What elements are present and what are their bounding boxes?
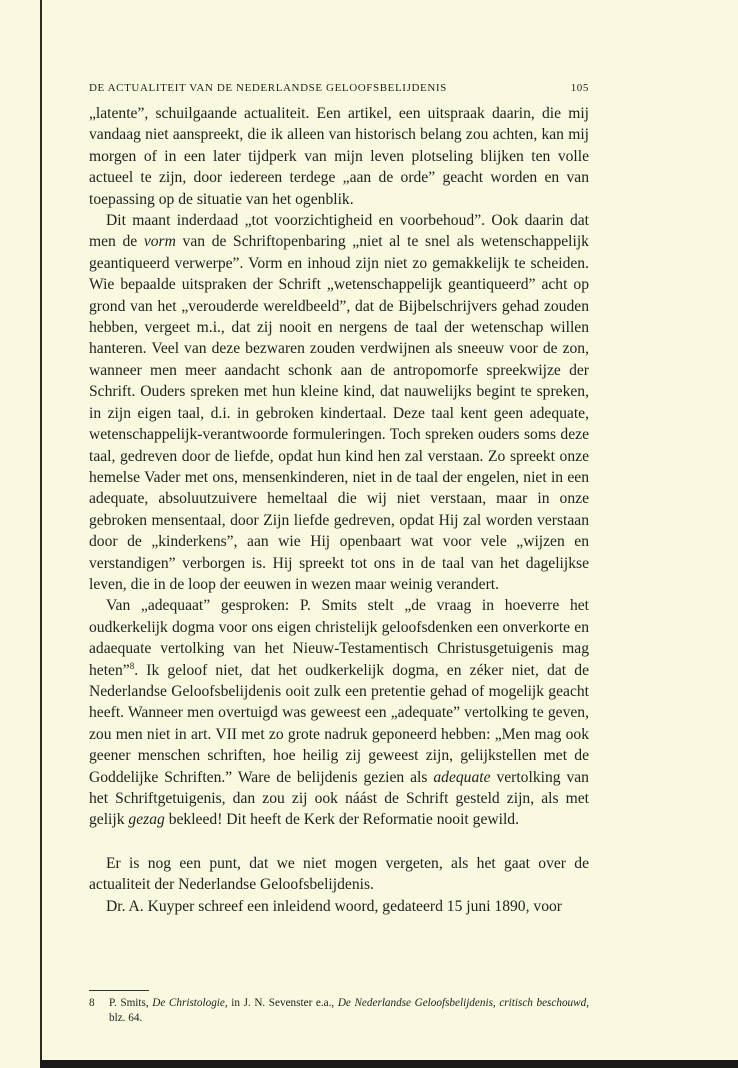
text-segment: , in J. N. Sevenster e.a.,	[224, 997, 338, 1010]
bottom-page-edge	[40, 1060, 738, 1068]
footnote-number: 8	[89, 997, 95, 1010]
italic-text: gezag	[128, 811, 165, 829]
footnote-reference[interactable]: 8	[129, 660, 135, 671]
italic-text: vorm	[143, 233, 176, 251]
text-segment: P. Smits,	[109, 997, 153, 1010]
italic-text: De Nederlandse Geloofsbelijdenis, critisch beschouwd	[337, 997, 587, 1010]
text-segment: bekleed! Dit heeft de Kerk der Reformatie nooit gewild.	[164, 811, 520, 829]
text-segment: . Ik geloof niet, dat het oudkerkelijk dogma, en zéker niet, dat de Nederlandse Geloofsbelijdenis ooit zulk een pretentie gehad of mogelijk geacht heeft. Wanneer men overtuigd was geweest een „adequate” vertolking te geven, zou men niet in art. VII met zo grote nadruk geponeerd hebben: „Men mag ook geener menschen schriften, hoe heilig zij geweest zijn, gelijkstellen met de Goddelijke Schriften.” Ware de belijdenis gezien als	[89, 661, 589, 786]
text-segment: vertolking van het Schriftgetuigenis, dan zou zij ook náást de Schrift gesteld zijn, als met gelijk	[89, 768, 589, 829]
text-segment: , blz. 64.	[109, 997, 589, 1025]
text-segment: van de Schriftopenbaring „niet al te snel als wetenschappelijk geantiqueerd verwerpe”. Vorm en inhoud zijn niet zo gemakkelijk te scheiden. Wie bepaalde uitspraken der Schrift „wetenschappelijk geantiqueerd” acht op grond van het „verouderde wereldbeeld”, dat de Bijbelschrijvers gehad zouden hebben, vergeet m.i., dat zij nooit en nergens de taal der wetenschap willen hanteren. Veel van deze bezwaren zouden verdwijnen als sneeuw voor de zon, wanneer men meer aandacht schonk aan de antropomorfe spreekwijze der Schrift. Ouders spreken met hun kleine kind, dat nauwelijks begint te spreken, in zijn eigen taal, d.i. in gebroken kindertaal. Deze taal kent geen adequate, wetenschappelijk-verantwoorde formuleringen. Toch spreken ouders soms deze taal, gedreven door de liefde, opdat hun kind hen zal verstaan. Zo spreekt onze hemelse Vader met ons, mensenkinderen, niet in de taal der engelen, niet in een adequate, absoluutzuivere hemeltaal die wij niet verstaan, maar in onze gebroken mensentaal, door Zijn liefde gedreven, opdat Hij zal worden verstaan door de „kinderkens”, aan wie Hij openbaart wat voor vele „wijzen en verstandigen” verborgen is. Hij spreekt tot ons in de taal van het dagelijkse leven, die in de loop der eeuwen in wezen maar weinig verandert.	[89, 233, 589, 593]
paragraph	[89, 853, 589, 896]
italic-text: adequate	[433, 768, 491, 786]
paragraph	[89, 103, 589, 210]
footnote	[89, 996, 589, 1026]
left-page-edge	[40, 0, 42, 1060]
paragraph	[89, 210, 589, 595]
footnote-list	[89, 996, 589, 1026]
paragraph	[89, 896, 589, 917]
paragraph	[89, 595, 589, 830]
text-segment: Van „adequaat” gesproken: P. Smits stelt „de vraag in hoeverre het oudkerkelijk dogma voor ons eigen christelijk geloofsdenken een onverkorte en adaequate vertolking van het Nieuw-Testamentisch Christusgetuigenis mag heten”	[89, 597, 589, 679]
page-number: 105	[570, 82, 589, 94]
book-page	[89, 82, 589, 1026]
body-text	[89, 103, 589, 917]
text-segment: Dit maant inderdaad „tot voorzichtigheid en voorbehoud”. Ook daarin dat men de	[89, 212, 589, 251]
italic-text: De Christologie	[152, 997, 225, 1010]
running-title: DE ACTUALITEIT VAN DE NEDERLANDSE GELOOFSBELIJDENIS	[89, 82, 447, 94]
running-header	[89, 82, 589, 94]
text-segment: Er is nog een punt, dat we niet mogen vergeten, als het gaat over de actualiteit der Nederlandse Geloofsbelijdenis.	[89, 854, 589, 894]
footnote-rule	[89, 990, 149, 991]
footnotes	[89, 990, 589, 1026]
text-segment: „latente”, schuilgaande actualiteit. Een artikel, een uitspraak daarin, die mij vandaag niet aanspreekt, die ik alleen van historisch belang zou achten, kan mij morgen of in een later tijdperk van mijn leven plotseling blijken ten volle actueel te zijn, door iedereen terdege „aan de orde” geacht worden en van toepassing op de situatie van het ogenblik.	[89, 105, 589, 208]
text-segment: Dr. A. Kuyper schreef een inleidend woord, gedateerd 15 juni 1890, voor	[106, 897, 562, 915]
footnote-text	[109, 996, 589, 1026]
